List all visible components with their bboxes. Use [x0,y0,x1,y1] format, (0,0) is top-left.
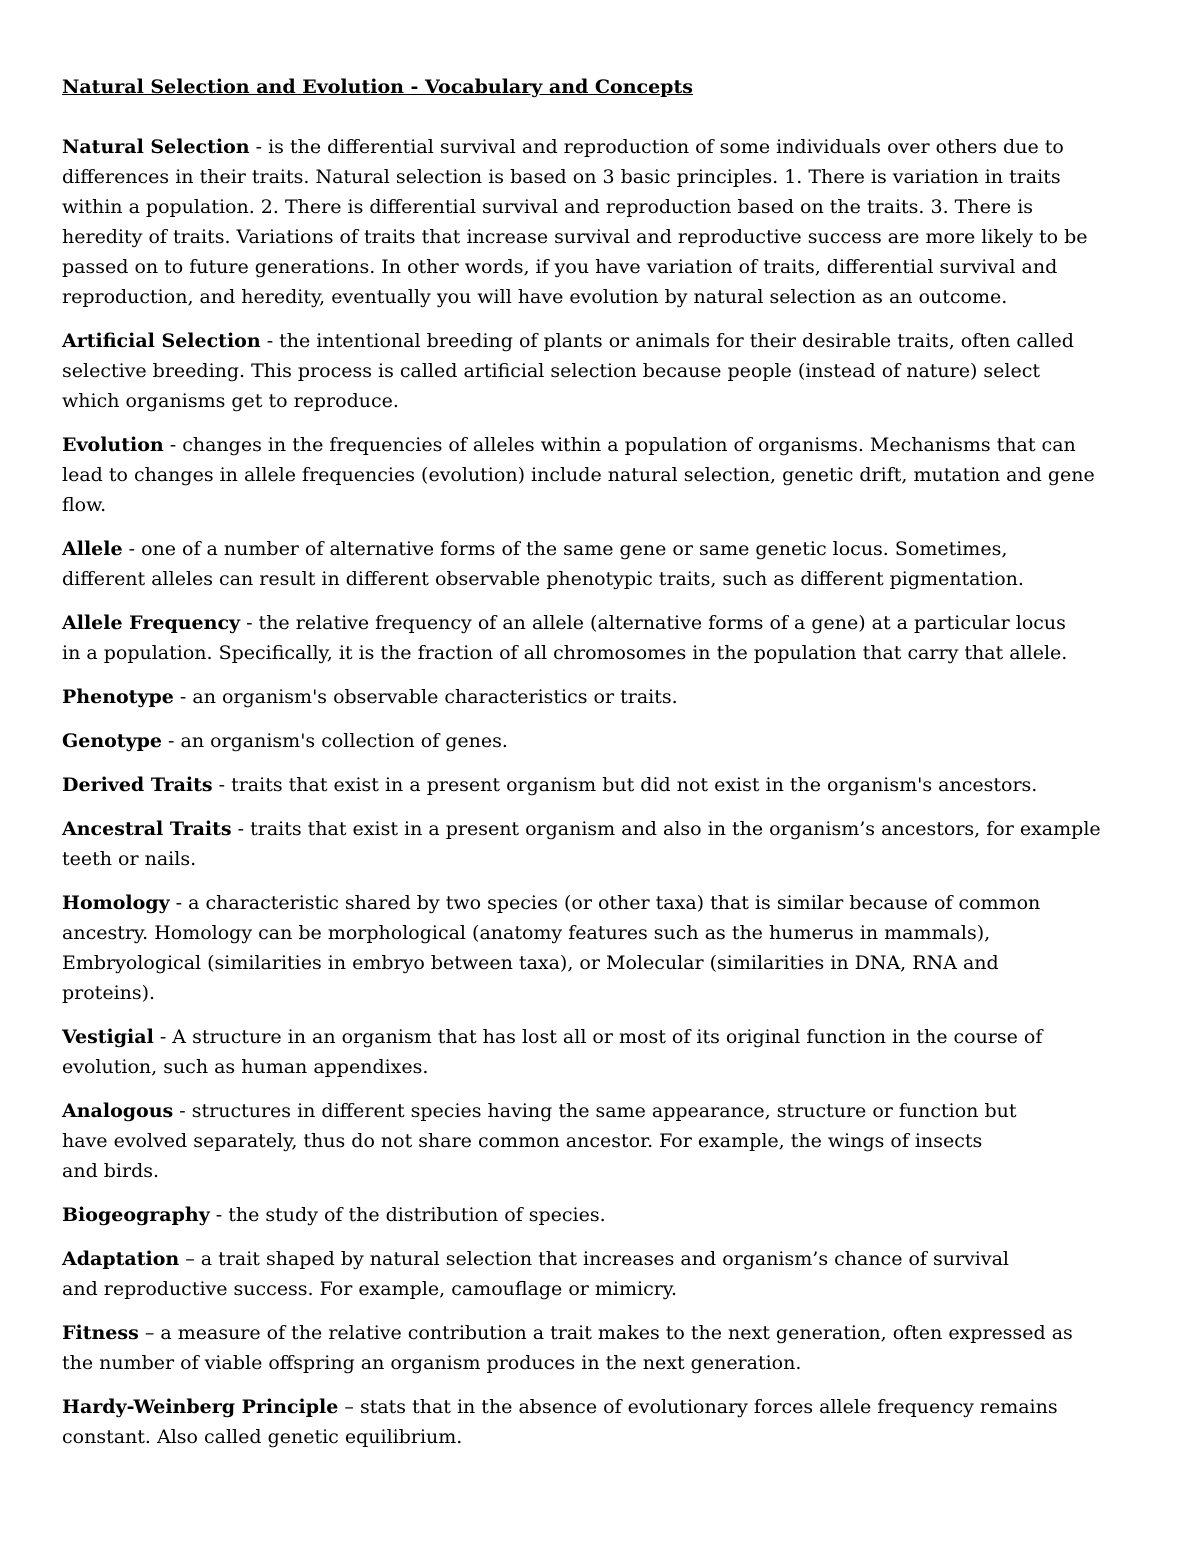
definition-text: in a population. Specifically, it is the fraction of all chromosomes in the population that carry that allele. [62,642,1068,664]
definition-text: which organisms get to reproduce. [62,390,399,412]
definition-line [62,1200,1132,1230]
definition-text: - traits that exist in a present organism and also in the organism’s ancestors, for example [231,818,1101,840]
vocabulary-term: Vestigial [62,1026,154,1048]
vocabulary-entry [62,608,1132,668]
definition-text: heredity of traits. Variations of traits that increase survival and reproductive success are more likely to be [62,226,1088,248]
definition-text: lead to changes in allele frequencies (evolution) include natural selection, genetic drift, mutation and gene [62,464,1095,486]
definition-line [62,844,1132,874]
definition-line [62,888,1132,918]
definition-line [62,386,1132,416]
vocabulary-term: Adaptation [62,1248,180,1270]
vocabulary-term: Allele Frequency [62,612,241,634]
definition-text: - a characteristic shared by two species (or other taxa) that is similar because of common [169,892,1041,914]
definition-line [62,1052,1132,1082]
definition-text: and reproductive success. For example, camouflage or mimicry. [62,1278,678,1300]
definition-line [62,770,1132,800]
definition-line [62,326,1132,356]
definition-text: within a population. 2. There is differential survival and reproduction based on the traits. 3. There is [62,196,1034,218]
definition-text: - changes in the frequencies of alleles within a population of organisms. Mechanisms that can [163,434,1076,456]
vocabulary-entry [62,770,1132,800]
definition-text: evolution, such as human appendixes. [62,1056,429,1078]
vocabulary-term: Biogeography [62,1204,210,1226]
vocabulary-term: Ancestral Traits [62,818,232,840]
definition-line [62,918,1132,948]
definition-text: differences in their traits. Natural selection is based on 3 basic principles. 1. There is variation in traits [62,166,1061,188]
definition-text: ancestry. Homology can be morphological (anatomy features such as the humerus in mammals), [62,922,991,944]
vocabulary-entry [62,1096,1132,1186]
definition-text: - traits that exist in a present organism but did not exist in the organism's ancestors. [212,774,1038,796]
definition-line [62,1422,1132,1452]
definition-line [62,608,1132,638]
vocabulary-entry [62,1318,1132,1378]
document-page [62,72,1132,1466]
definition-line [62,1348,1132,1378]
definition-line [62,1244,1132,1274]
definition-line [62,638,1132,668]
vocabulary-entry [62,1392,1132,1452]
definition-text: – a trait shaped by natural selection that increases and organism’s chance of survival [179,1248,1010,1270]
definition-text: teeth or nails. [62,848,197,870]
definition-text: Embryological (similarities in embryo between taxa), or Molecular (similarities in DNA, RNA and [62,952,999,974]
vocabulary-entry [62,1022,1132,1082]
vocabulary-entry [62,132,1132,312]
definition-text: - the relative frequency of an allele (alternative forms of a gene) at a particular locus [240,612,1066,634]
vocabulary-term: Fitness [62,1322,139,1344]
definition-text: - one of a number of alternative forms of the same gene or same genetic locus. Sometimes, [122,538,1008,560]
definition-text: - an organism's collection of genes. [162,730,508,752]
vocabulary-entry [62,326,1132,416]
vocabulary-entry [62,1244,1132,1304]
vocabulary-term: Analogous [62,1100,174,1122]
definition-text: different alleles can result in different observable phenotypic traits, such as different pigmentation. [62,568,1024,590]
vocabulary-term: Genotype [62,730,162,752]
definition-line [62,192,1132,222]
definition-line [62,534,1132,564]
definition-line [62,356,1132,386]
definition-text: passed on to future generations. In other words, if you have variation of traits, differential survival and [62,256,1058,278]
vocabulary-list [62,132,1132,1452]
vocabulary-entry [62,1200,1132,1230]
vocabulary-entry [62,682,1132,712]
definition-line [62,978,1132,1008]
vocabulary-entry [62,430,1132,520]
definition-text: - the study of the distribution of species. [209,1204,606,1226]
definition-text: the number of viable offspring an organism produces in the next generation. [62,1352,802,1374]
vocabulary-term: Phenotype [62,686,174,708]
vocabulary-term: Hardy-Weinberg Principle [62,1396,339,1418]
definition-line [62,726,1132,756]
definition-line [62,1318,1132,1348]
definition-text: - is the differential survival and reproduction of some individuals over others due to [249,136,1064,158]
definition-line [62,162,1132,192]
definition-line [62,1392,1132,1422]
vocabulary-entry [62,888,1132,1008]
definition-line [62,490,1132,520]
definition-line [62,1274,1132,1304]
definition-line [62,282,1132,312]
definition-text: - the intentional breeding of plants or animals for their desirable traits, often called [260,330,1074,352]
definition-text: - an organism's observable characteristics or traits. [173,686,678,708]
definition-line [62,252,1132,282]
vocabulary-term: Natural Selection [62,136,250,158]
vocabulary-term: Artificial Selection [62,330,261,352]
vocabulary-term: Derived Traits [62,774,213,796]
vocabulary-entry [62,726,1132,756]
definition-line [62,1022,1132,1052]
vocabulary-entry [62,534,1132,594]
vocabulary-term: Evolution [62,434,164,456]
definition-line [62,814,1132,844]
definition-line [62,222,1132,252]
definition-text: proteins). [62,982,156,1004]
definition-text: constant. Also called genetic equilibrium. [62,1426,463,1448]
definition-line [62,1156,1132,1186]
definition-text: have evolved separately, thus do not share common ancestor. For example, the wings of insects [62,1130,983,1152]
definition-line [62,460,1132,490]
vocabulary-term: Homology [62,892,170,914]
definition-text: – a measure of the relative contribution a trait makes to the next generation, often expressed as [138,1322,1073,1344]
definition-text: - structures in different species having the same appearance, structure or function but [173,1100,1017,1122]
vocabulary-entry [62,814,1132,874]
definition-line [62,132,1132,162]
definition-text: flow. [62,494,107,516]
definition-line [62,1126,1132,1156]
definition-line [62,948,1132,978]
definition-line [62,1096,1132,1126]
definition-text: reproduction, and heredity, eventually you will have evolution by natural selection as an outcome. [62,286,1008,308]
definition-line [62,430,1132,460]
definition-line [62,682,1132,712]
definition-line [62,564,1132,594]
definition-text: and birds. [62,1160,160,1182]
definition-text: – stats that in the absence of evolutionary forces allele frequency remains [338,1396,1058,1418]
document-title: Natural Selection and Evolution - Vocabulary and Concepts [62,76,693,98]
definition-text: selective breeding. This process is called artificial selection because people (instead of nature) select [62,360,1041,382]
vocabulary-term: Allele [62,538,123,560]
definition-text: - A structure in an organism that has lost all or most of its original function in the course of [153,1026,1043,1048]
